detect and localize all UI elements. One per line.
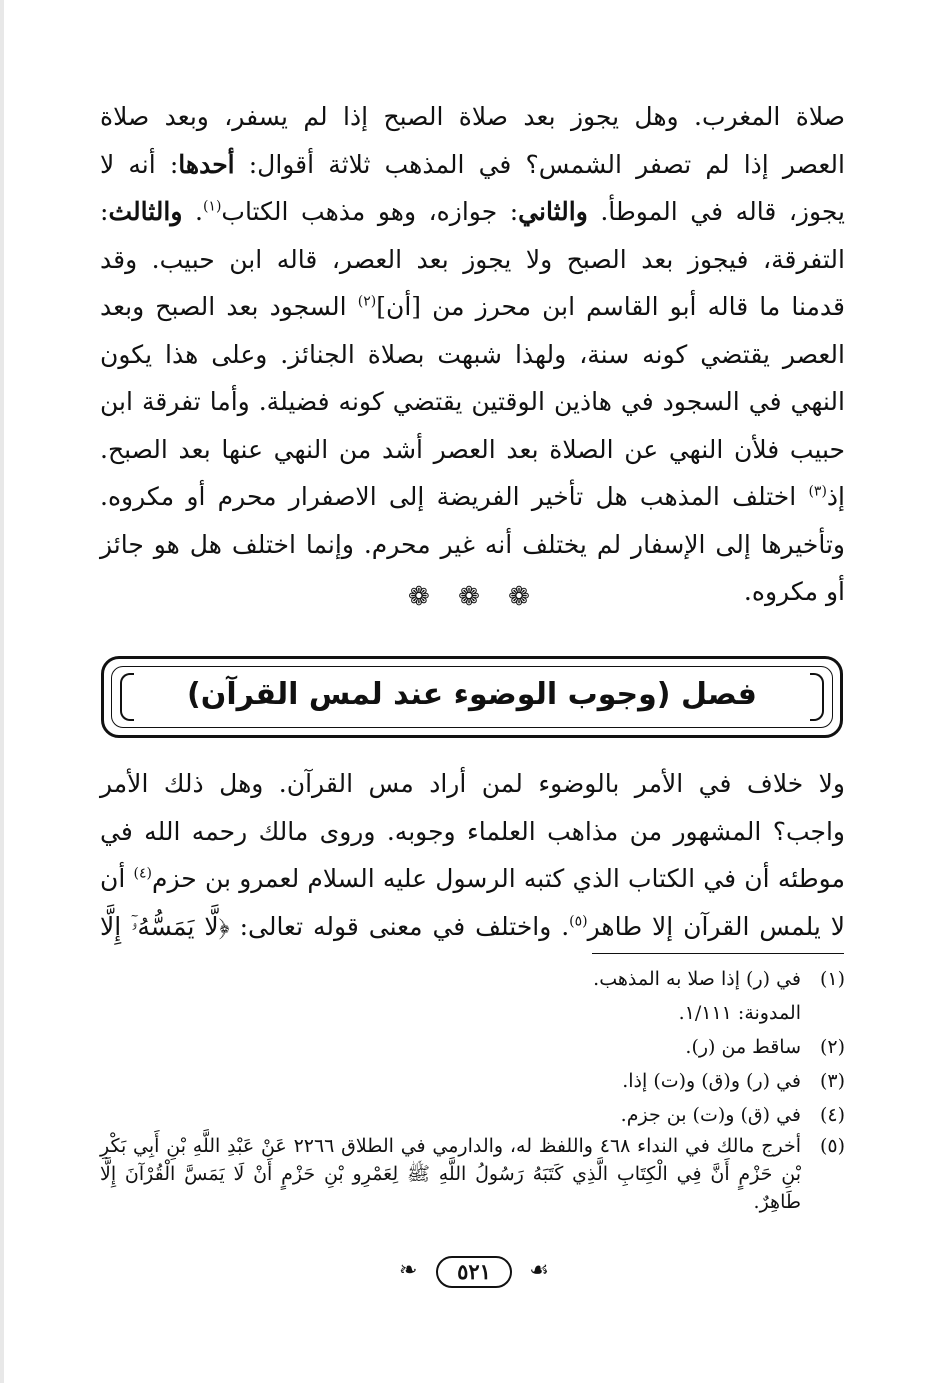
paragraph-2 bbox=[100, 760, 845, 950]
section-heading-frame bbox=[101, 656, 843, 738]
footnote-3 bbox=[100, 1064, 845, 1098]
bold-first-opinion: أحدها bbox=[178, 149, 235, 179]
footnote-1 bbox=[100, 962, 845, 996]
footnote-ref-4[interactable]: (٤) bbox=[133, 865, 153, 882]
footnote-number: (١) bbox=[819, 968, 845, 990]
section-heading: فصل (وجوب الوضوء عند لمس القرآن) bbox=[187, 677, 757, 712]
p1-line-10: وتأخيرها إلى الإسفار لم يختلف أنه غير محرم. وإنما اختلف هل هو جائز bbox=[100, 529, 845, 559]
footnote-text: في (ق) و(ت) بن جزم. bbox=[620, 1104, 801, 1126]
footnote-ref-2[interactable]: (٢) bbox=[357, 293, 377, 310]
footnote-divider bbox=[592, 953, 844, 954]
footnote-number: (٢) bbox=[819, 1036, 845, 1058]
footnote-4 bbox=[100, 1098, 845, 1132]
p1-line-5: قدمنا ما قاله أبو القاسم ابن محرز من [أن]$^{(٢)}$ السجود بعد الصبح وبعد bbox=[100, 292, 846, 321]
footnote-text: المدونة: ١/١١١. bbox=[678, 1002, 801, 1024]
p1-line-11: أو مكروه. bbox=[743, 577, 845, 606]
footnote-ref-3[interactable]: (٣) bbox=[808, 483, 827, 500]
footnote-text: في (ر) و(ق) و(ت) إذا. bbox=[622, 1070, 801, 1092]
footnote-text: أخرج مالك في النداء ٤٦٨ واللفظ له، والدارمي في الطلاق ٢٢٦٦ عَنْ عَبْدِ اللَّهِ بْنِ أَبِي بَكْرِ بْنِ حَزْمٍ أَنَّ فِي الْكِتَابِ الَّذِي كَتَبَهُ رَسُولُ اللَّهِ ﷺ لِعَمْرِو بْنِ حَزْمٍ أَنْ لَا يَمَسَّ الْقُرْآنَ إِلَّا طَاهِرٌ. bbox=[100, 1135, 801, 1213]
page-number-ornament bbox=[399, 1252, 549, 1294]
footnote-5 bbox=[100, 1132, 845, 1216]
footnote-ref-5[interactable]: (٥) bbox=[569, 913, 588, 930]
p1-line-2: العصر إذا لم تصفر الشمس؟ في المذهب ثلاثة أقوال: أحدها: أنه لا bbox=[100, 149, 845, 179]
section-separator-ornament: ❁ ❁ ❁ bbox=[408, 582, 540, 612]
p2-line-4: لا يلمس القرآن إلا طاهر$^{(٥)}$. واختلف في معنى قوله تعالى: ﴿لَّا يَمَسُّهُۥٓ إِلَّا bbox=[100, 911, 845, 941]
flourish-right-icon: ☙ bbox=[529, 1258, 549, 1283]
p1-line-1: صلاة المغرب. وهل يجوز بعد صلاة الصبح إذا لم يسفر، وبعد صلاة bbox=[100, 102, 845, 131]
page-edge-shadow bbox=[0, 0, 4, 1383]
footnotes bbox=[100, 962, 845, 1216]
bold-third-opinion: والثالث bbox=[108, 197, 183, 226]
footnote-ref-1[interactable]: (١) bbox=[202, 198, 222, 215]
p1-line-3: يجوز، قاله في الموطأ. والثاني: جوازه، وهو مذهب الكتاب$^{(١)}$. والثالث: bbox=[100, 197, 845, 226]
footnote-1-source bbox=[100, 996, 845, 1030]
footnote-number: (٣) bbox=[819, 1070, 845, 1092]
p1-line-7: النهي في السجود في هاذين الوقتين يقتضي كونه فضيلة. وأما تفرقة ابن bbox=[100, 387, 845, 416]
page-number: ٥٢١ bbox=[436, 1256, 512, 1288]
p2-line-3: موطئه أن في الكتاب الذي كتبه الرسول عليه السلام لعمرو بن حزم$^{(٤)}$ أن bbox=[100, 864, 845, 893]
bold-second-opinion: والثاني bbox=[518, 197, 588, 226]
footnote-text: ساقط من (ر). bbox=[685, 1036, 801, 1058]
footnote-text: في (ر) إذا صلا به المذهب. bbox=[593, 968, 801, 990]
p2-line-1: ولا خلاف في الأمر بالوضوء لمن أراد مس القرآن. وهل ذلك الأمر bbox=[100, 769, 845, 798]
p1-line-8: حبيب فلأن النهي عن الصلاة بعد العصر أشد من النهي عنها بعد الصبح. bbox=[100, 434, 845, 464]
p2-line-2: واجب؟ المشهور من مذاهب العلماء وجوبه. وروى مالك رحمه الله في bbox=[100, 816, 845, 846]
footnote-number: (٥) bbox=[819, 1135, 845, 1157]
paragraph-1 bbox=[100, 93, 845, 616]
flourish-left-icon: ❧ bbox=[399, 1258, 418, 1283]
footnote-number: (٤) bbox=[819, 1104, 845, 1126]
footnote-2 bbox=[100, 1030, 845, 1064]
p1-line-4: التفرقة، فيجوز بعد الصبح ولا يجوز بعد العصر، قاله ابن حبيب. وقد bbox=[100, 244, 845, 274]
p1-line-6: العصر يقتضي كونه سنة، ولهذا شبهت بصلاة الجنائز. وعلى هذا يكون bbox=[100, 339, 845, 369]
p1-line-9: إذ$^{(٣)}$ اختلف المذهب هل تأخير الفريضة إلى الاصفرار محرم أو مكروه. bbox=[100, 482, 845, 511]
